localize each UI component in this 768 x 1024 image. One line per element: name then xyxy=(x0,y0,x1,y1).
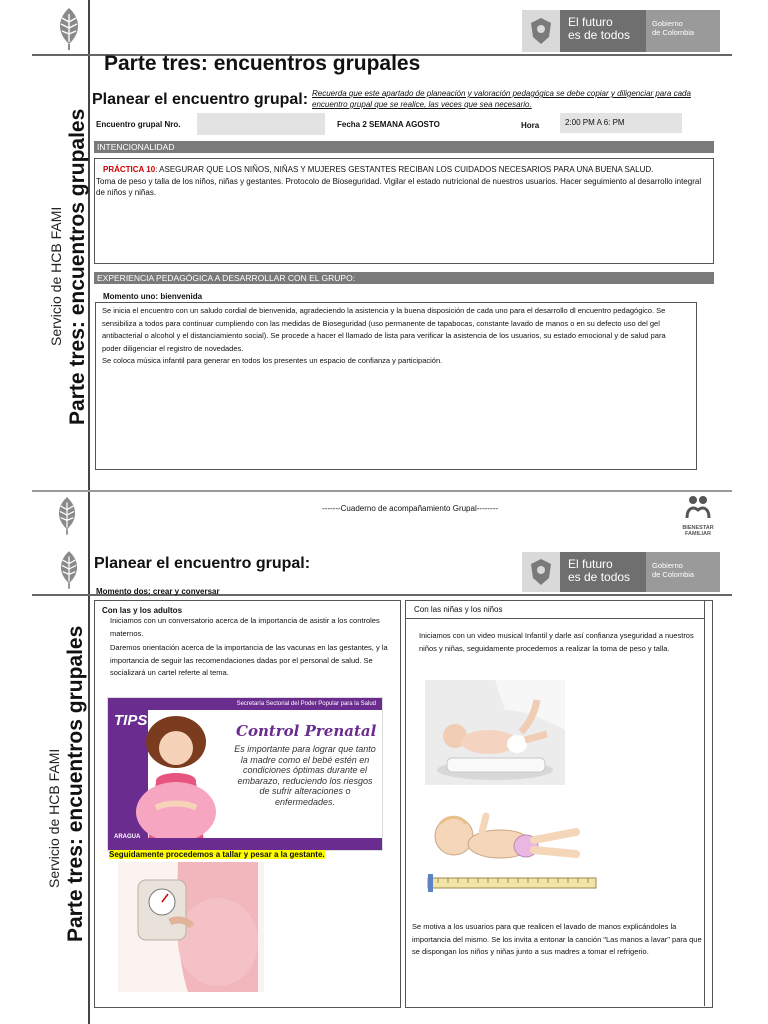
ninos-header-rule xyxy=(406,618,704,619)
ninos-p1: Iniciamos con un video musical Infantil y darle así confianza yseguridad a nuestros niños y niñas, seguidamente procedemos a realizar la toma de peso y talla. xyxy=(419,631,694,653)
poster-heading: Control Prenatal xyxy=(236,722,377,740)
bienestar-line2: FAMILIAR xyxy=(685,531,711,537)
encuentro-label: Encuentro grupal Nro. xyxy=(96,120,181,129)
logo-line2: es de todos xyxy=(568,570,631,584)
gov-line1: Gobierno xyxy=(652,19,683,28)
logo-line1: El futuro xyxy=(568,557,613,571)
ninos-p2: Se motiva a los usuarios para que realicen el lavado de manos explicándoles la importancia del mismo. Se los invita a entonar la canción "Las manos a lavar" para que se dispongan los niños y niñas junto a sus madres a tomar el refrigerio. xyxy=(412,922,702,956)
adultos-header: Con las y los adultos xyxy=(102,606,183,615)
page2-side-title: Parte tres: encuentros grupales xyxy=(64,625,87,942)
momento-uno-text: Se inicia el encuentro con un saludo cordial de bienvenida, agradeciendo la asistencia y la buena disposición de cada uno para el desarrollo dl encuentro pedagógico. Se sensibiliza a todos para continuar cumpliendo con las medidas de Bioseguridad (uso permanente de tapabocas, constante lavado de manos o en su defecto uso del gel antibacterial o alcohol y el distanciamiento social). Se procede a hacer el llamado de lista para verificar la asistencia de los usuarios, su estado emocional y de salud para poder diligenciar el registro de novedades. xyxy=(102,306,666,353)
side-service: Servicio de HCB FAMI xyxy=(48,206,64,346)
scale-photo-illustration xyxy=(118,862,264,992)
hora-value: 2:00 PM A 6: PM xyxy=(565,118,625,127)
poster-body: Es importante para lograr que tanto la madre como el bebé estén en condiciones óptimas durante el embarazo, reduciendo los riesgos de sufrir alteraciones o enfermedades. xyxy=(234,744,376,807)
ninos-inner-rule xyxy=(704,600,705,1006)
momento-dos-label: Momento dos: crear y conversar xyxy=(96,587,220,596)
footer-text: -------Cuaderno de acompañamiento Grupal-------- xyxy=(322,504,499,513)
leaf-icon xyxy=(50,494,84,536)
adultos-p1: Iniciamos con un conversatorio acerca de la importancia de asistir a los controles maternos. xyxy=(110,616,380,638)
hora-field[interactable] xyxy=(560,113,682,133)
pregnant-woman-scale-photo xyxy=(118,862,264,992)
practica-detail: Toma de peso y talla de los niños, niñas y gestantes. Protocolo de Bioseguridad. Vigilar el estado nutricional de nuestros usuarios. Hacer seguimiento al desarrollo integral de niños y niñas. xyxy=(96,177,702,197)
momento-uno-box xyxy=(95,302,697,470)
colombia-seal-icon xyxy=(522,552,560,592)
gov-logo xyxy=(522,552,720,592)
baby-measuring-illustration xyxy=(426,810,598,902)
bienestar-logo xyxy=(676,494,720,537)
gov-line2: de Colombia xyxy=(652,570,695,579)
hora-label: Hora xyxy=(521,121,540,130)
page2-plan-title: Planear el encuentro grupal: xyxy=(94,555,311,572)
colombia-seal-icon xyxy=(522,10,560,52)
encuentro-field[interactable] xyxy=(197,113,325,135)
momento-uno-text2: Se coloca música infantil para generar en todos los presentes un espacio de confianza y participación. xyxy=(102,356,443,365)
footer-rule xyxy=(32,490,732,492)
control-prenatal-poster xyxy=(107,697,383,851)
section-title: Parte tres: encuentros grupales xyxy=(104,52,421,75)
baby-on-scale-photo xyxy=(425,680,565,785)
baby-scale-illustration xyxy=(425,680,565,785)
side-title: Parte tres: encuentros grupales xyxy=(66,108,89,425)
poster-top-banner: Secretaría Sectorial del Poder Popular para la Salud xyxy=(108,698,382,710)
logo-line1: El futuro xyxy=(568,15,613,29)
gov-logo xyxy=(522,10,720,52)
pregnant-woman-illustration xyxy=(126,712,236,848)
practica-text: : ASEGURAR QUE LOS NIÑOS, NIÑAS Y MUJERES GESTANTES RECIBAN LOS CUIDADOS NECESARIOS PARA UNA BUENA SALUD. xyxy=(155,165,654,174)
intencionalidad-bar: INTENCIONALIDAD xyxy=(94,141,714,153)
practica-label: PRÁCTICA 10 xyxy=(103,165,156,174)
plan-note: Recuerda que este apartado de planeación y valoración pedagógica se debe copiar y diligenciar para cada encuentro grupal que se realice, las veces que sea necesario. xyxy=(312,89,691,109)
adultos-p2: Daremos orientación acerca de la importancia de las vacunas en las gestantes, y la importancia de seguir las recomendaciones dadas por el personal de salud. Se socializará un cartel referte al tema. xyxy=(110,643,388,677)
adultos-highlight: Seguidamente procedemos a tallar y pesar a la gestante. xyxy=(109,850,325,859)
momento-uno-label: Momento uno: bienvenida xyxy=(103,292,203,301)
poster-brand: ARAGUA xyxy=(114,834,141,840)
gov-line2: de Colombia xyxy=(652,28,695,37)
ninos-header: Con las niñas y los niños xyxy=(414,605,503,614)
bienestar-line1: BIENESTAR xyxy=(682,525,714,531)
fecha-label: Fecha 2 SEMANA AGOSTO xyxy=(337,120,440,129)
logo-line2: es de todos xyxy=(568,28,631,42)
experiencia-bar: EXPERIENCIA PEDAGÓGICA A DESARROLLAR CON EL GRUPO: xyxy=(94,272,714,284)
intencionalidad-box xyxy=(94,158,714,264)
poster-tips-label: TIPS xyxy=(114,712,148,729)
bienestar-family-icon xyxy=(683,494,713,520)
leaf-icon xyxy=(50,6,88,50)
plan-title: Planear el encuentro grupal: xyxy=(92,91,309,108)
page2-side-service: Servicio de HCB FAMI xyxy=(46,748,62,888)
gov-line1: Gobierno xyxy=(652,561,683,570)
leaf-icon xyxy=(52,548,86,590)
